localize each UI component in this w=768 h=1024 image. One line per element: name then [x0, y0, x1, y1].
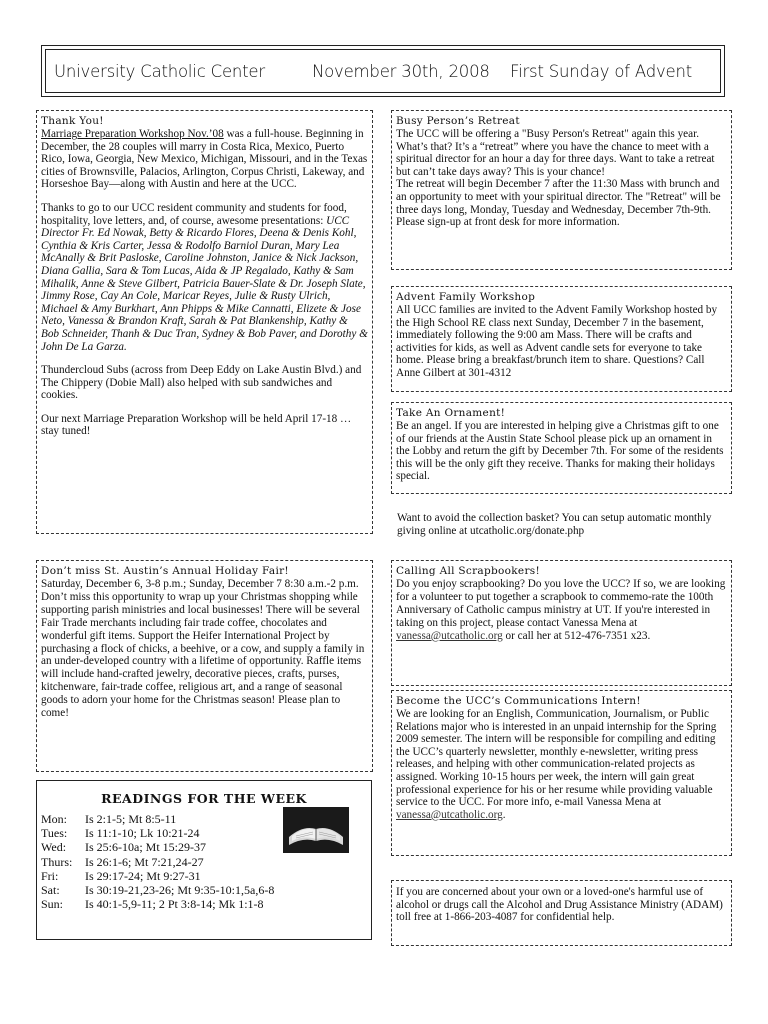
- intern-text: We are looking for an English, Communication, Journalism, or Public Relations major who is interested in an unpaid internship for the Spring 2009 semester. The intern will be responsible for compiling and editing the UCC’s quarterly newsletter, monthly e-newsletter, writing press releases, and helping with other communication-related projects as assigned. Working 10-15 hours per week, the intern will gain great professional experience for his or her resume while providing valuable service to the UCC. For more info, e-mail Vanessa Mena at: [396, 708, 717, 809]
- reading-row: [41, 897, 367, 911]
- reading-day: Fri:: [41, 868, 59, 883]
- advent-p1: All UCC families are invited to the Advent Family Workshop hosted by the High School RE class next Sunday, December 7 in the basement, immediately following the 9:00 am Mass. There will be crafts and activities for kids, as well as Advent candle sets for everyone to take home. Please bring a breakfast/brunch item to share. Questions? Call Anne Gilbert at 301-4312: [396, 304, 718, 379]
- holiday-fair-p1: Saturday, December 6, 3-8 p.m.; Sunday, December 7 8:30 a.m.-2 p.m. Don’t miss this opportunity to wrap up your Christmas shopping while supporting parish ministries and local businesses! There will be several Fair Trade merchants including fair trade coffee, chocolates and wonderful gift items. Support the Heifer International Project by purchasing a flock of chicks, a beehive, or a cow, and supply a family in an under-developed country with a lifetime of opportunity. Raffle items will include hand-crafted jewelry, decorative pieces, crafts, purses, kitchenware, fair-trade coffee, religious art, and a range of seasonal goods to adorn your home for the Christmas season! Please plan to come!: [41, 578, 365, 720]
- ornament-p1: Be an angel. If you are interested in helping give a Christmas gift to one of our friends at the Austin State School please pick up an ornament in the Lobby and return the gift by December 7th. For some of the residents this will be the only gift they receive. Thanks for making their holidays special.: [396, 420, 724, 483]
- reading-day: Mon:: [41, 812, 68, 826]
- ornament-box: [391, 402, 732, 494]
- reading-text: Is 29:17-24; Mt 9:27-31: [85, 868, 201, 883]
- issue-date: November 30th, 2008: [312, 61, 490, 81]
- thank-you-box: [36, 110, 373, 534]
- open-bible-icon: [283, 807, 349, 853]
- liturgical-occasion: First Sunday of Advent: [510, 61, 693, 81]
- adam-text: If you are concerned about your own or a loved-one's harmful use of alcohol or drugs call the Alcohol and Drug Assistance Ministry (ADAM) toll free at 1-866-203-4087 for confidential help.: [396, 886, 723, 924]
- advent-title: Advent Family Workshop: [396, 291, 536, 303]
- donate-note: Want to avoid the collection basket? You can setup automatic monthly giving online at utcatholic.org/donate.php: [397, 512, 712, 537]
- intern-box: [391, 690, 732, 856]
- readings-title: READINGS FOR THE WEEK: [101, 791, 307, 806]
- reading-day: Tues:: [41, 826, 68, 841]
- retreat-title: Busy Person’s Retreat: [396, 115, 520, 127]
- reading-row: [41, 855, 367, 869]
- intern-title: Become the UCC’s Communications Intern!: [396, 695, 641, 707]
- thank-you-p1-text: was a full-house. Beginning in December, the 28 couples will marry in Costa Rica, Mexico, Puerto Rico, Iowa, Georgia, New Mexico, Michigan, Missouri, and in the Texas cities of Brownsville, Palacios, Arlington, Corpus Christi, Lakeway, and Horseshoe Bay—along with Austin and here at the UCC.: [41, 128, 368, 191]
- reading-day: Sat:: [41, 883, 60, 898]
- scrapbook-box: [391, 560, 732, 686]
- thank-you-p3: Thundercloud Subs (across from Deep Eddy on Lake Austin Blvd.) and The Chippery (Dobie Mall) also helped with sub sandwiches and cookies.: [41, 364, 362, 402]
- org-name: University Catholic Center: [54, 61, 265, 81]
- reading-text: Is 26:1-6; Mt 7:21,24-27: [85, 854, 204, 869]
- intern-p1: [396, 708, 727, 821]
- advent-box: [391, 286, 732, 392]
- reading-text: Is 25:6-10a; Mt 15:29-37: [85, 840, 206, 855]
- reading-text: Is 11:1-10; Lk 10:21-24: [85, 826, 200, 841]
- thank-you-p2-intro: Thanks to go to our UCC resident community and students for food, hospitality, love letters, and, of course, awesome presentations:: [41, 201, 347, 227]
- volunteer-names: UCC Director Fr. Ed Nowak, Betty & Ricardo Flores, Deena & Denis Kohl, Cynthia & Kris Carter, Jessa & Rodolfo Barniol Duran, Mary Lea McAnally & Brit Pasloske, Caroline Johnston, Janice & Nick Jackson, Diana Gallia, Sara & Tom Lucas, Aida & JP Regalado, Kathy & Sam Mihalik, Anne & Steve Gilbert, Patricia Bauer-Slate & Dr. Joseph Slate, Jimmy Rose, Cay An Cole, Maricar Reyes, Julie & Rusty Ulrich, Michael & Amy Burkhart, Ann Phipps & Mike Cannatti, Elizete & Jose Neto, Vanessa & Brandon Kraft, Sarah & Pat Blankenship, Kathy & Bob Schneider, Thanh & Duc Tran, Sydney & Bob Paver, and Dorothy & John De La Garza.: [41, 214, 368, 353]
- holiday-fair-title: Don’t miss St. Austin’s Annual Holiday Fair!: [41, 565, 289, 577]
- scrapbook-text: Do you enjoy scrapbooking? Do you love the UCC? If so, we are looking for a volunteer to put together a scrapbook to commemo-rate the 100th Anniversary of Catholic campus ministry at UT. If you're interested in taking on this project, please contact Vanessa Mena at: [396, 578, 726, 629]
- workshop-link[interactable]: Marriage Preparation Workshop Nov.’08: [41, 128, 224, 140]
- readings-box: [36, 780, 372, 940]
- reading-text: Is 40:1-5,9-11; 2 Pt 3:8-14; Mk 1:1-8: [85, 897, 264, 912]
- reading-day: Sun:: [41, 897, 64, 912]
- thank-you-body: [41, 128, 368, 438]
- masthead-inner: [45, 49, 721, 93]
- reading-row: [41, 869, 367, 883]
- intern-email-link[interactable]: vanessa@utcatholic.org: [396, 808, 503, 821]
- reading-row: [41, 883, 367, 897]
- ornament-title: Take An Ornament!: [396, 407, 506, 419]
- adam-box: [391, 880, 732, 946]
- retreat-p2: The retreat will begin December 7 after the 11:30 Mass with brunch and an opportunity to meet with your spiritual director. The "Retreat" will be three days long, Monday, Tuesday and Wednesday, December 7th-9th. Please sign-up at front desk for more information.: [396, 178, 721, 229]
- reading-text: Is 2:1-5; Mt 8:5-11: [85, 812, 177, 826]
- reading-text: Is 30:19-21,23-26; Mt 9:35-10:1,5a,6-8: [85, 883, 275, 898]
- scrapbook-text-end: or call her at 512-476-7351 x23.: [502, 629, 651, 642]
- masthead: [41, 45, 725, 97]
- thank-you-title: Thank You!: [41, 115, 104, 127]
- retreat-p1: The UCC will be offering a "Busy Person's Retreat" again this year. What’s that? It’s a “retreat” where you have the chance to meet with a spiritual director for an hour a day for three days. Want to take a retreat but can’t take days away? This is your chance!: [396, 128, 715, 178]
- reading-day: Thurs:: [41, 854, 73, 869]
- intern-text-end: .: [502, 808, 506, 821]
- scrapbook-email-link[interactable]: vanessa@utcatholic.org: [396, 629, 503, 642]
- scrapbook-title: Calling All Scrapbookers!: [396, 565, 540, 577]
- reading-day: Wed:: [41, 840, 67, 855]
- thank-you-p2: [41, 202, 368, 353]
- retreat-box: [391, 110, 732, 270]
- thank-you-p4: Our next Marriage Preparation Workshop will be held April 17-18 … stay tuned!: [41, 412, 352, 438]
- thank-you-p1: [41, 128, 368, 191]
- scrapbook-p1: [396, 578, 727, 643]
- holiday-fair-box: [36, 560, 373, 772]
